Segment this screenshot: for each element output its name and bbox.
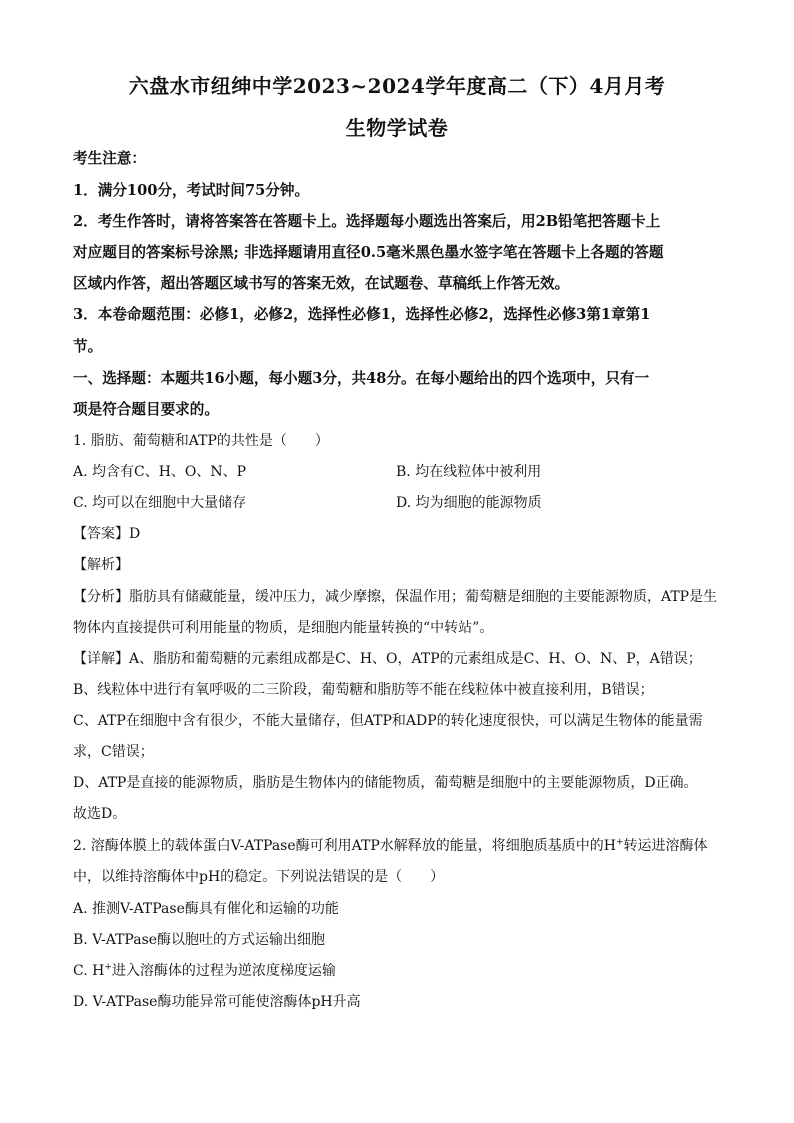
question-1-detail-line-5: D、ATP是直接的能源物质，脂肪是生物体内的储能物质，葡萄糖是细胞中的主要能源物质，D正确。 <box>73 775 698 791</box>
page-title: 六盘水市纽绅中学2023~2024学年度高二（下）4月月考 <box>128 74 666 98</box>
question-1-detail-line-1: 【详解】A、脂肪和葡萄糖的元素组成都是C、H、O，ATP的元素组成是C、H、O、N、P，A错误； <box>73 651 702 667</box>
notice-item-2-line-2: 对应题目的答案标号涂黑; 非选择题请用直径0.5毫米黑色墨水签字笔在答题卡上各题的答题 <box>73 244 664 261</box>
question-1-stem: 1. 脂肪、葡萄糖和ATP的共性是（ ） <box>73 433 329 449</box>
question-1-option-b: B. 均在线粒体中被利用 <box>396 464 542 480</box>
question-2-option-d: D. V-ATPase酶功能异常可能使溶酶体pH升高 <box>73 994 361 1010</box>
question-2-option-b: B. V-ATPase酶以胞吐的方式运输出细胞 <box>73 932 326 948</box>
section-heading-line-2: 项是符合题目要求的。 <box>73 401 219 418</box>
question-2-stem-line-2: 中，以维持溶酶体中pH的稳定。下列说法错误的是（ ） <box>73 869 445 885</box>
question-2-stem-line-1-superscript: + <box>615 837 624 848</box>
notice-item-3-line-1: 3．本卷命题范围：必修1，必修2，选择性必修1，选择性必修2，选择性必修3第1章第1 <box>73 306 651 323</box>
question-1-option-a: A. 均含有C、H、O、N、P <box>73 464 247 480</box>
question-1-option-d: D. 均为细胞的能源物质 <box>396 495 542 511</box>
page-subtitle: 生物学试卷 <box>345 116 449 140</box>
question-1-conclusion: 故选D。 <box>73 806 127 822</box>
section-heading-line-1: 一、选择题：本题共16小题，每小题3分，共48分。在每小题给出的四个选项中，只有一 <box>73 370 650 387</box>
question-2-option-c-text-a: C. H <box>73 963 105 979</box>
question-2-option-c-text-b: 进入溶酶体的过程为逆浓度梯度运输 <box>111 963 336 979</box>
question-1-fenxi-line-1: 【分析】脂肪具有储藏能量，缓冲压力，减少摩擦，保温作用；葡萄糖是细胞的主要能源物质，ATP是生 <box>73 589 718 605</box>
question-2-option-a: A. 推测V-ATPase酶具有催化和运输的功能 <box>73 901 339 917</box>
notice-item-2-line-3: 区域内作答，超出答题区域书写的答案无效，在试题卷、草稿纸上作答无效。 <box>73 275 570 292</box>
question-2-option-c <box>73 962 733 980</box>
notice-item-1: 1．满分100分，考试时间75分钟。 <box>73 182 310 199</box>
question-2-stem-line-1 <box>73 837 733 855</box>
question-1-detail-line-3: C、ATP在细胞中含有很少，不能大量储存，但ATP和ADP的转化速度很快，可以满足生物体的能量需 <box>73 713 703 729</box>
question-1-analysis-label: 【解析】 <box>73 557 129 573</box>
notice-item-3-line-2: 节。 <box>73 338 103 355</box>
question-1-answer: 【答案】D <box>73 526 141 542</box>
question-1-detail-line-2: B、线粒体中进行有氧呼吸的二三阶段，葡萄糖和脂肪等不能在线粒体中被直接利用，B错误； <box>73 682 654 698</box>
question-2-stem-line-1-text-b: 转运进溶酶体 <box>623 838 708 854</box>
notice-heading: 考生注意： <box>73 150 146 167</box>
question-2-stem-line-1-text-a: 2. 溶酶体膜上的载体蛋白V-ATPase酶可利用ATP水解释放的能量，将细胞质基质中的H <box>73 838 616 854</box>
question-1-option-c: C. 均可以在细胞中大量储存 <box>73 495 247 511</box>
question-2-option-c-superscript: + <box>104 962 112 973</box>
notice-item-2-line-1: 2．考生作答时，请将答案答在答题卡上。选择题每小题选出答案后，用2B铅笔把答题卡上 <box>73 213 661 230</box>
question-1-detail-line-4: 求，C错误； <box>73 744 154 760</box>
question-1-fenxi-line-2: 物体内直接提供可利用能量的物质，是细胞内能量转换的“中转站”。 <box>73 620 494 636</box>
